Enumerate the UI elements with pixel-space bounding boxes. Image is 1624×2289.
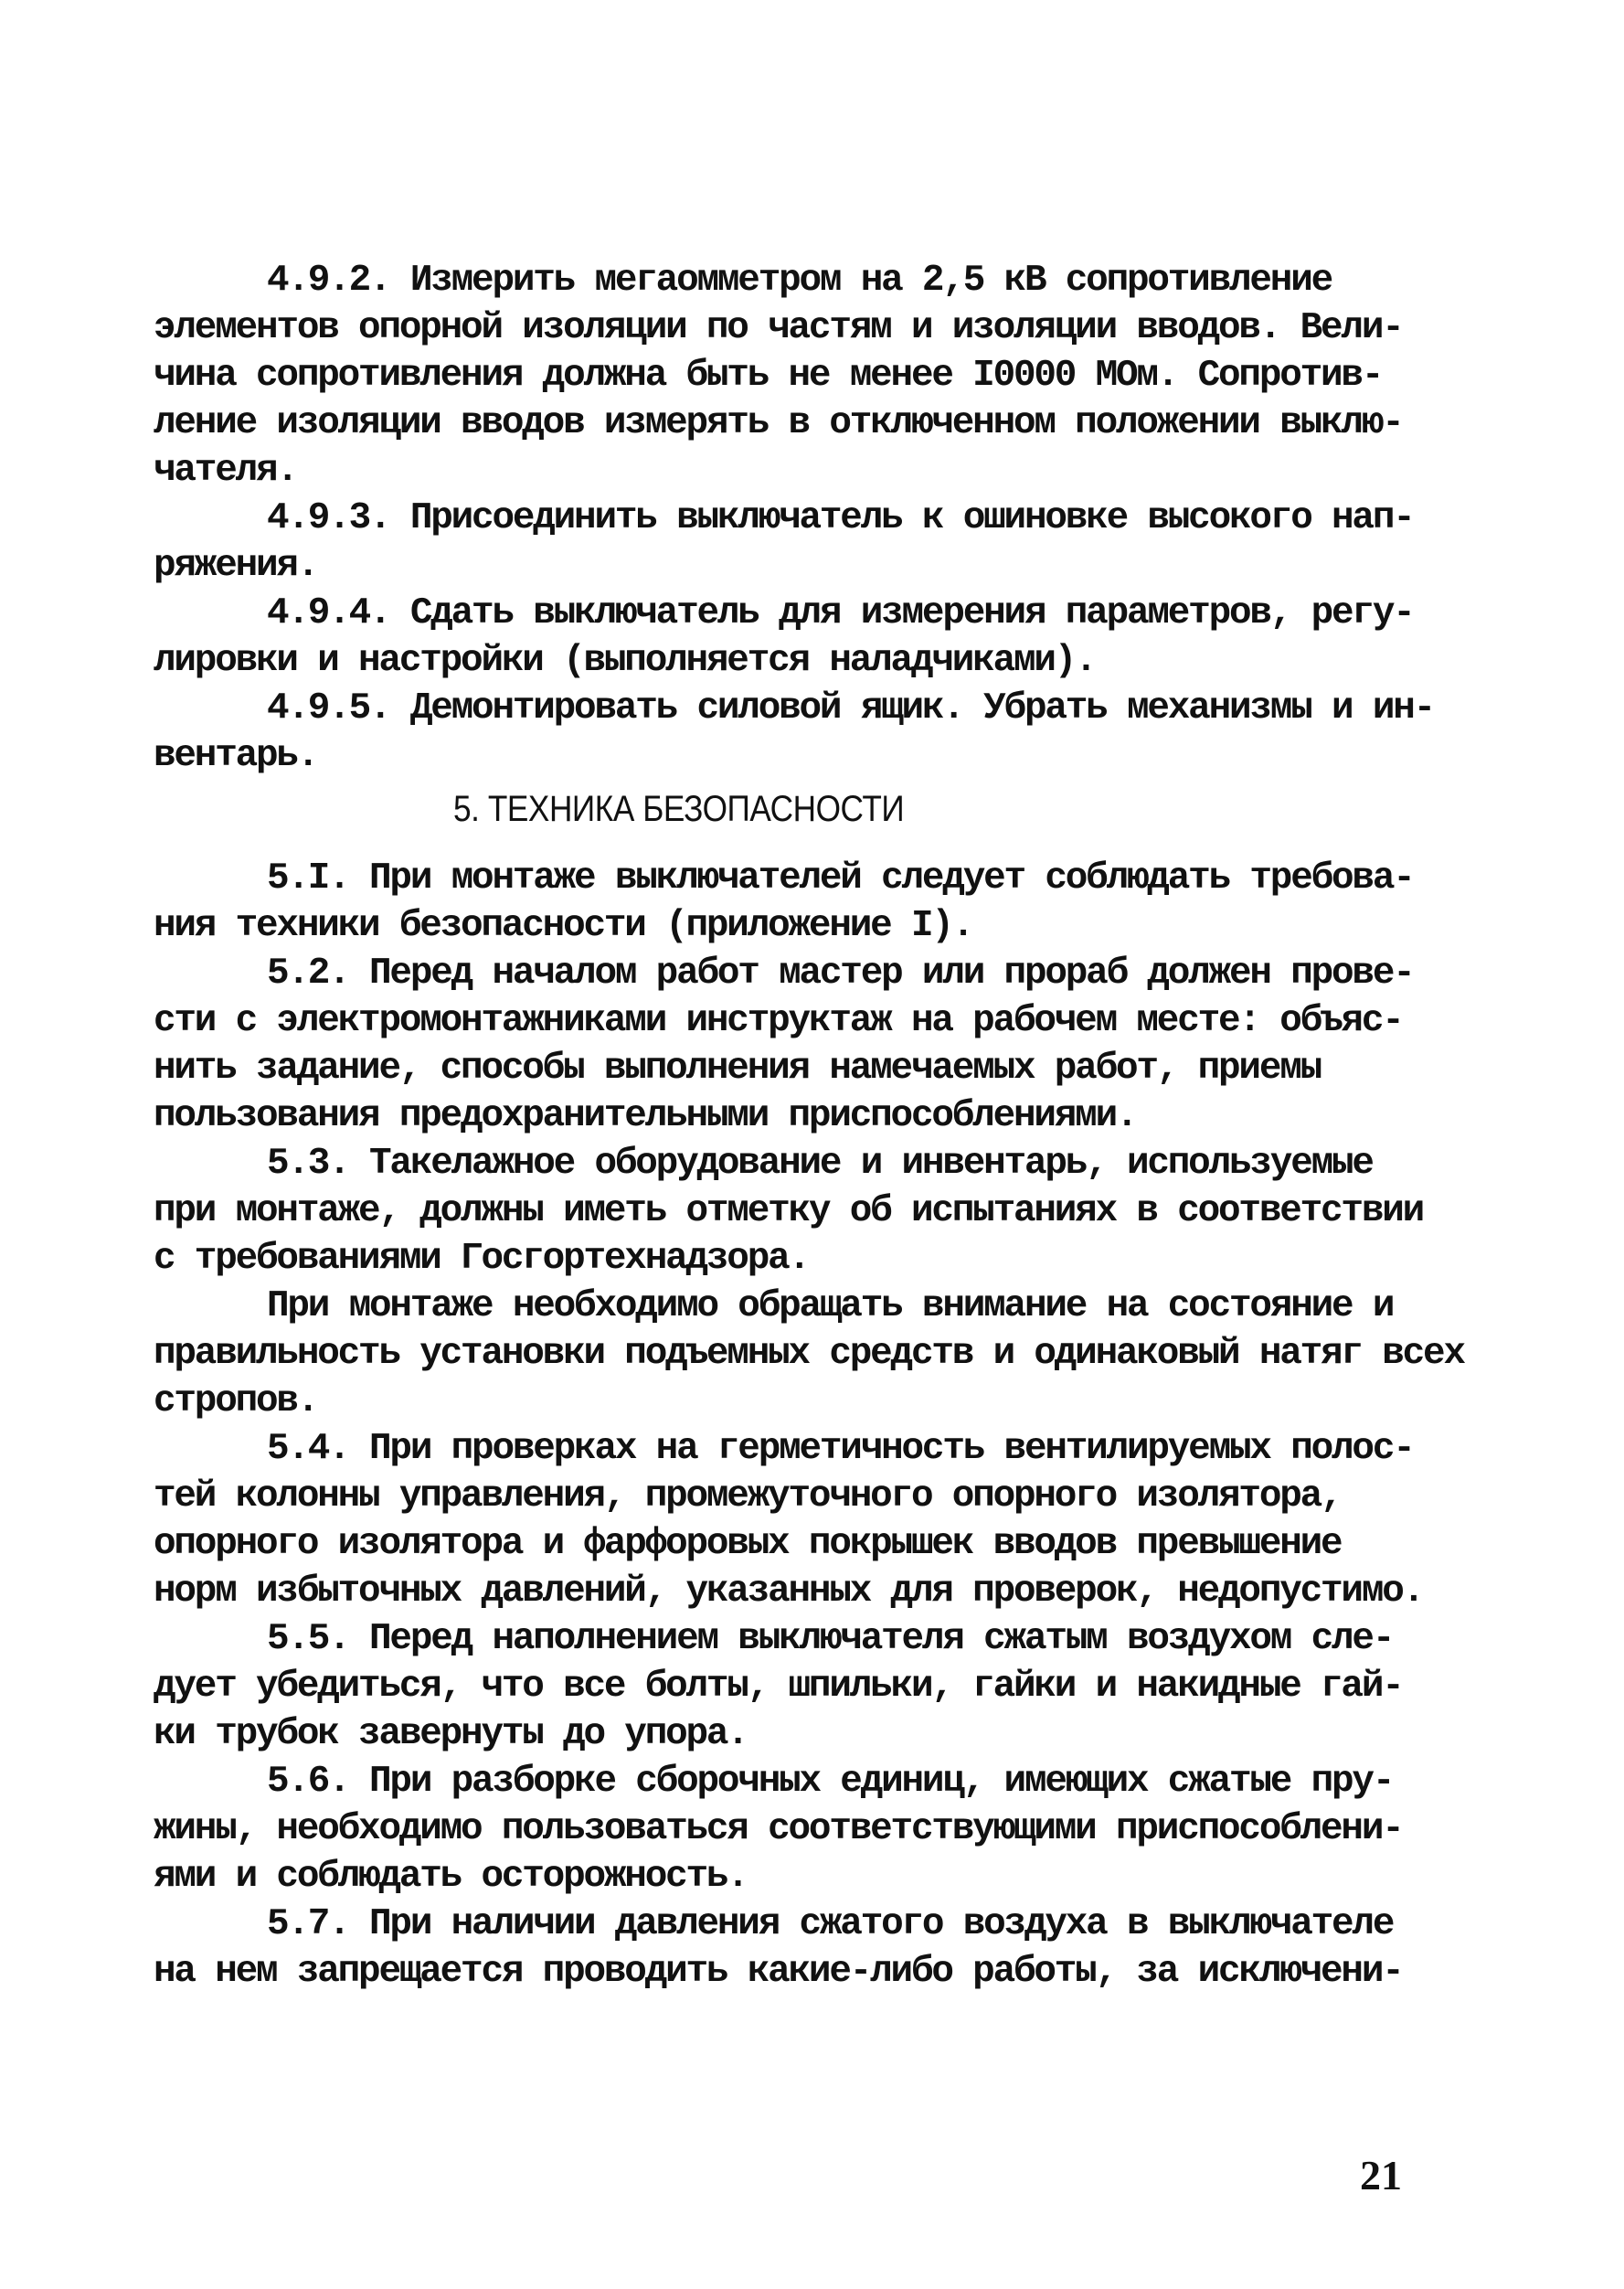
text-line: ление изоляции вводов измерять в отключенном положении выклю-: [154, 402, 1403, 444]
text-line: жины, необходимо пользоваться соответствующими приспособлени-: [154, 1808, 1403, 1850]
paragraph-first-line: 5.7. При наличии давления сжатого воздуха в выключателе: [267, 1903, 1394, 1945]
text-line: норм избыточных давлений, указанных для проверок, недопустимо.: [154, 1570, 1424, 1613]
text-line: вентарь.: [154, 735, 318, 777]
text-line: элементов опорной изоляции по частям и изоляции вводов. Вели-: [154, 307, 1403, 349]
paragraph-first-line: 5.6. При разборке сборочных единиц, имеющих сжатые пру-: [267, 1761, 1394, 1803]
text-line: ряжения.: [154, 545, 318, 587]
paragraph-first-line: 5.I. При монтаже выключателей следует соблюдать требова-: [267, 857, 1414, 900]
text-line: нить задание, способы выполнения намечаемых работ, приемы: [154, 1048, 1321, 1090]
text-line: лировки и настройки (выполняется наладчиками).: [154, 640, 1096, 682]
text-line: опорного изолятора и фарфоровых покрышек вводов превышение: [154, 1523, 1342, 1565]
text-line: ями и соблюдать осторожность.: [154, 1856, 748, 1898]
page-number: 21: [1360, 2152, 1402, 2199]
paragraph-first-line: 4.9.5. Демонтировать силовой ящик. Убрать механизмы и ин-: [267, 687, 1435, 729]
text-line: ки трубок завернуты до упора.: [154, 1713, 748, 1755]
text-line: стропов.: [154, 1380, 318, 1422]
text-line: пользования предохранительными приспособлениями.: [154, 1095, 1137, 1137]
text-line: ния техники безопасности (приложение I).: [154, 905, 973, 947]
paragraph-first-line: 5.3. Такелажное оборудование и инвентарь, используемые: [267, 1143, 1373, 1185]
text-line: тей колонны управления, промежуточного опорного изолятора,: [154, 1475, 1342, 1517]
paragraph-first-line: При монтаже необходимо обращать внимание на состояние и: [267, 1285, 1394, 1327]
text-line: при монтаже, должны иметь отметку об испытаниях в соответствии: [154, 1190, 1424, 1232]
paragraph-first-line: 5.5. Перед наполнением выключателя сжатым воздухом сле-: [267, 1618, 1394, 1660]
section-heading: 5. ТЕХНИКА БЕЗОПАСНОСТИ: [453, 789, 905, 829]
text-line: правильность установки подъемных средств и одинаковый натяг всех: [154, 1333, 1464, 1375]
text-line: чателя.: [154, 450, 297, 492]
text-line: сти с электромонтажниками инструктаж на рабочем месте: объяс-: [154, 1000, 1403, 1042]
text-line: дует убедиться, что все болты, шпильки, гайки и накидные гай-: [154, 1666, 1403, 1708]
text-line: с требованиями Госгортехнадзора.: [154, 1238, 809, 1280]
paragraph-first-line: 5.2. Перед началом работ мастер или прораб должен прове-: [267, 953, 1414, 995]
text-line: чина сопротивления должна быть не менее I0000 МОм. Сопротив-: [154, 355, 1383, 397]
paragraph-first-line: 4.9.2. Измерить мегаомметром на 2,5 кВ сопротивление: [267, 260, 1332, 302]
paragraph-first-line: 4.9.4. Сдать выключатель для измерения параметров, регу-: [267, 592, 1414, 634]
text-line: на нем запрещается проводить какие-либо работы, за исключени-: [154, 1951, 1403, 1993]
paragraph-first-line: 5.4. При проверках на герметичность вентилируемых полос-: [267, 1428, 1414, 1470]
paragraph-first-line: 4.9.3. Присоединить выключатель к ошиновке высокого нап-: [267, 497, 1414, 539]
